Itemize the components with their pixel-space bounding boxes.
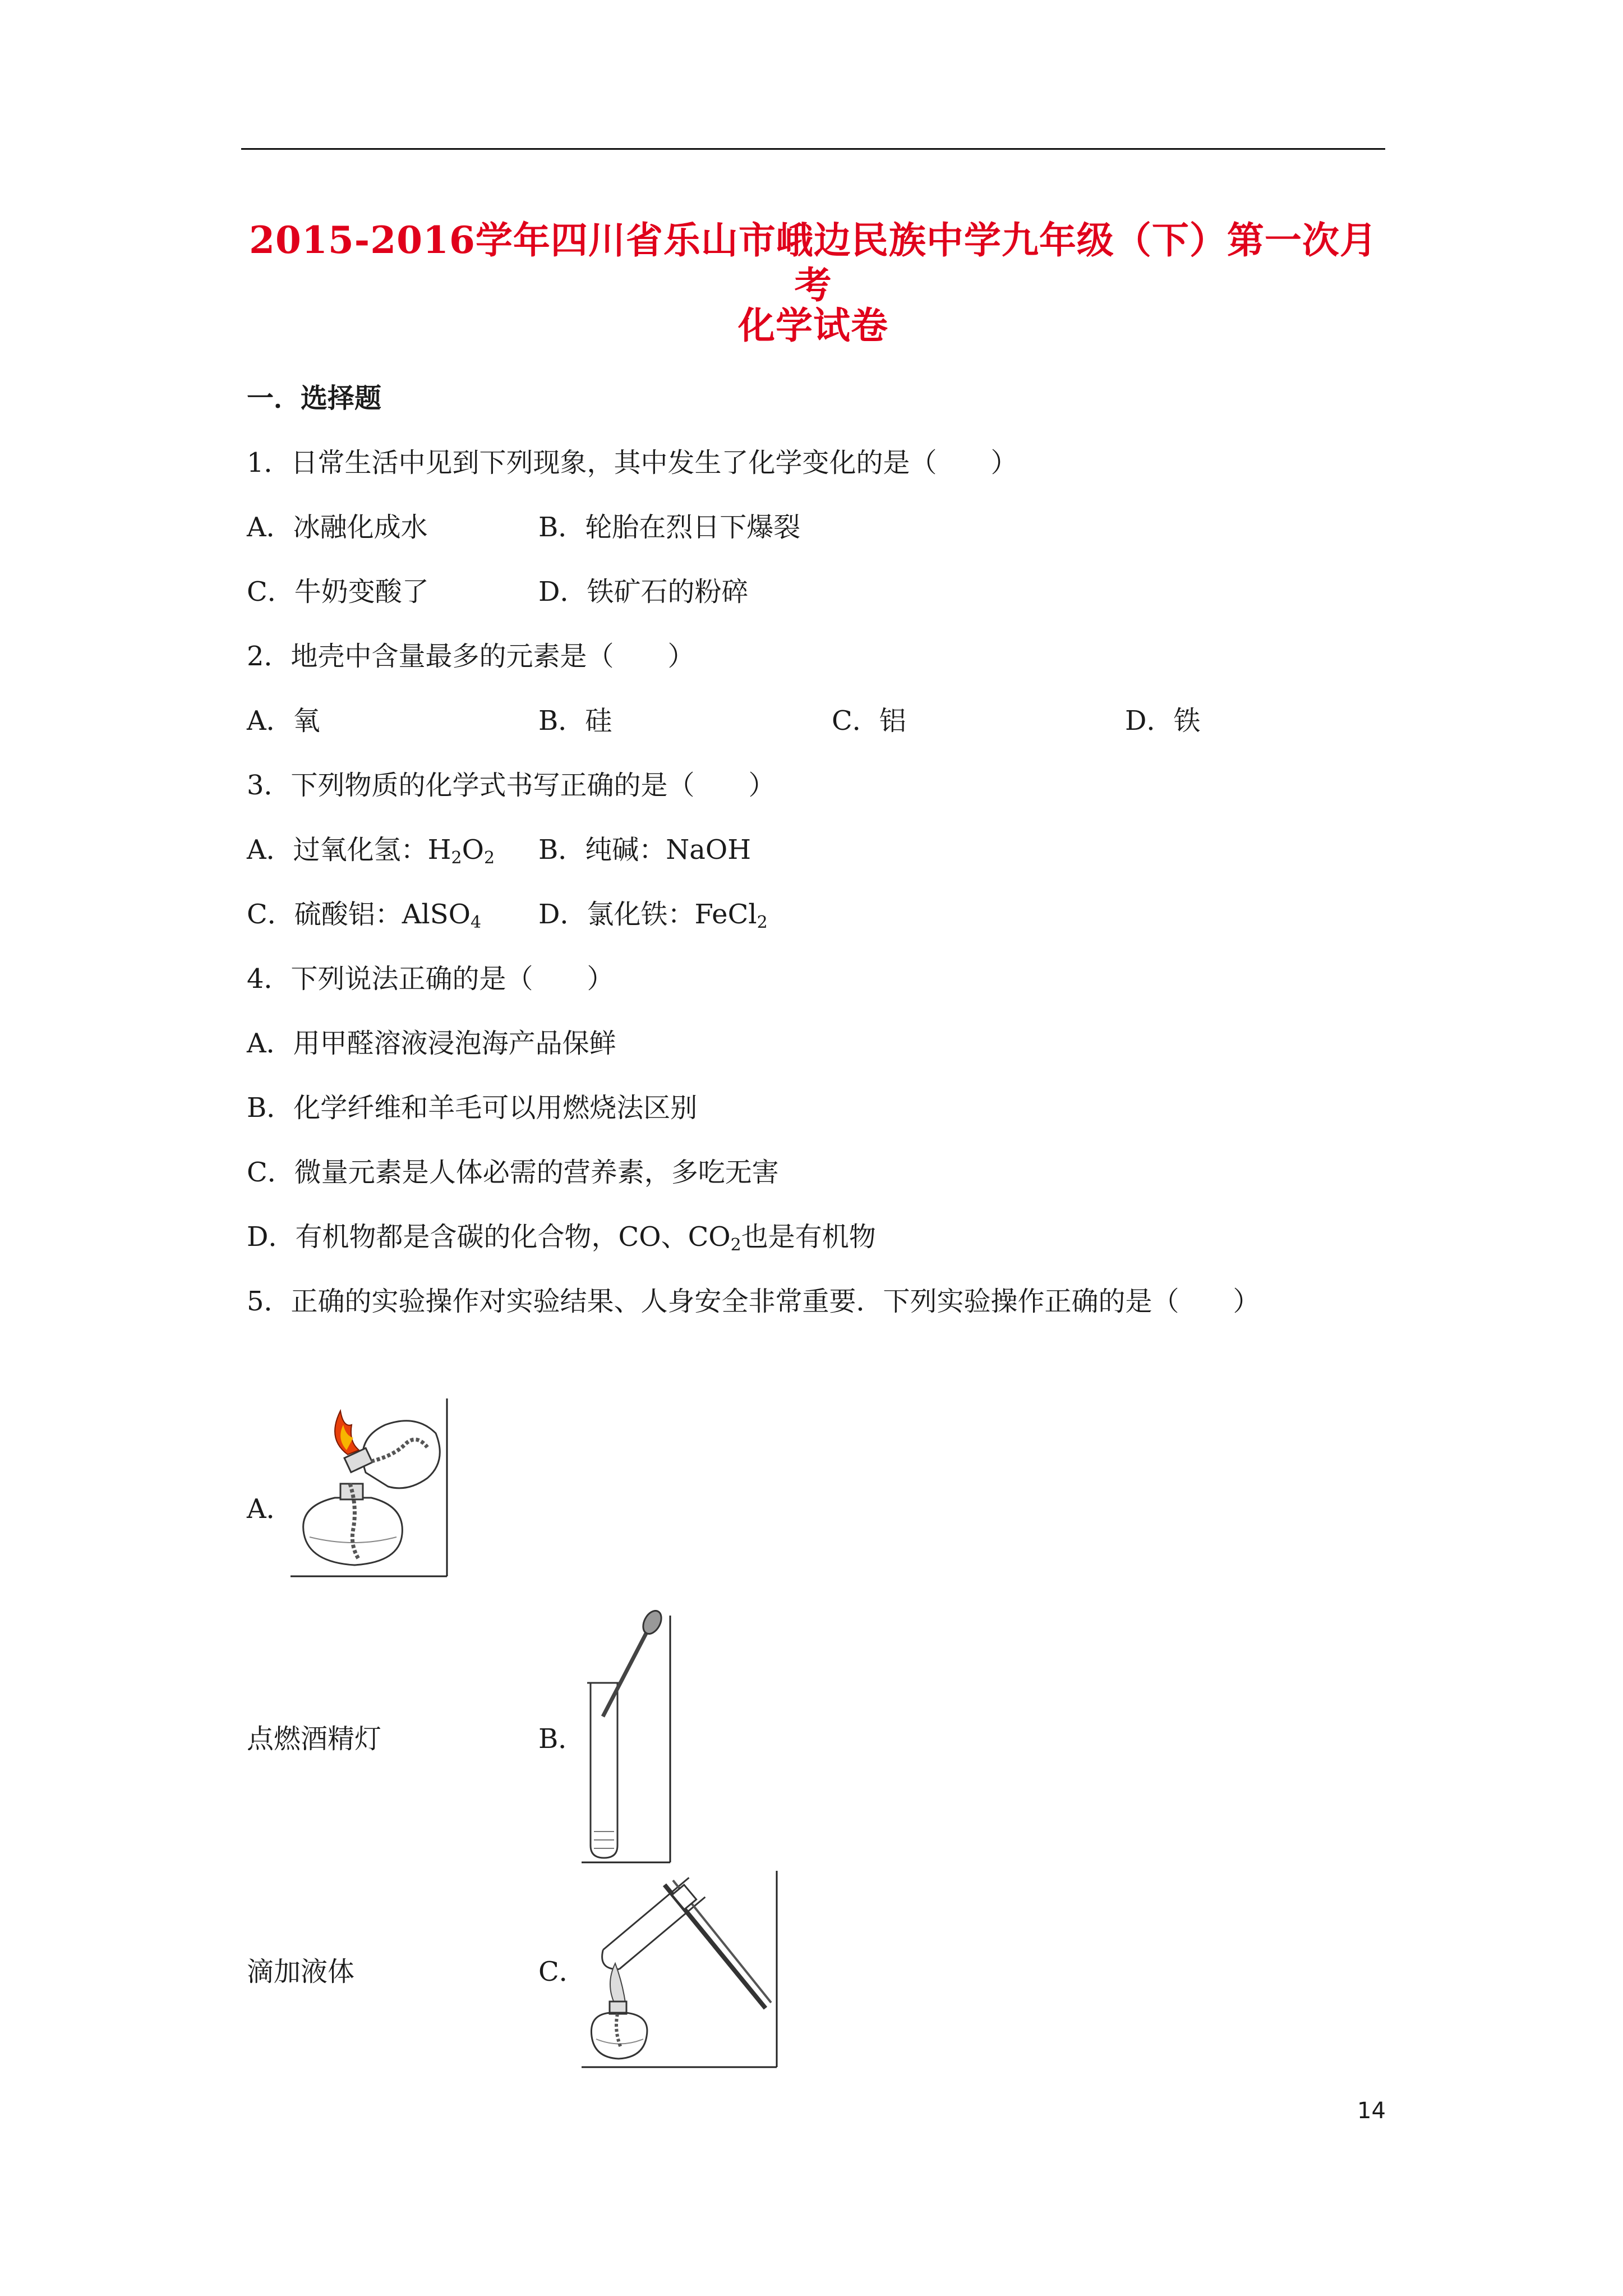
q4-option-a: A．用甲醛溶液浸泡海产品保鲜 xyxy=(247,1028,616,1059)
heating-test-tube-figure xyxy=(580,1868,782,2070)
q2-option-c: C．铝 xyxy=(832,705,906,737)
q3-c-label: C．硫酸铝：AlSO xyxy=(247,899,471,930)
q1-stem: 1．日常生活中见到下列现象，其中发生了化学变化的是（ ） xyxy=(247,447,1018,478)
q1-option-a: A．冰融化成水 xyxy=(247,512,428,543)
alcohol-lamp-lighting-figure xyxy=(287,1394,450,1579)
q3-option-b: B．纯碱：NaOH xyxy=(538,834,751,866)
q3-a-label: A．过氧化氢：H xyxy=(247,834,451,866)
q4-stem: 4．下列说法正确的是（ ） xyxy=(247,963,614,995)
q4-d-post: 也是有机物 xyxy=(741,1221,876,1253)
q5-stem: 5．正确的实验操作对实验结果、人身安全非常重要．下列实验操作正确的是（ ） xyxy=(247,1286,1260,1317)
exam-title-line2: 化学试卷 xyxy=(738,303,888,347)
q2-option-a: A．氧 xyxy=(247,705,320,737)
section-heading: 一．选择题 xyxy=(247,383,382,414)
q5-option-b-label: B． xyxy=(538,1723,585,1755)
q4-d-pre: D．有机物都是含碳的化合物，CO、CO xyxy=(247,1221,731,1253)
header-rule xyxy=(241,148,1385,150)
q3-option-d xyxy=(538,898,768,931)
dropper-test-tube-figure xyxy=(580,1610,676,1865)
q1-option-c: C．牛奶变酸了 xyxy=(247,576,429,608)
q2-option-d: D．铁 xyxy=(1125,705,1201,737)
q5-option-a-label: A． xyxy=(247,1493,293,1525)
q4-option-b: B．化学纤维和羊毛可以用燃烧法区别 xyxy=(247,1092,698,1124)
q5-option-c-label: C． xyxy=(538,1956,586,1987)
q5-option-b-caption: 滴加液体 xyxy=(247,1956,355,1987)
q2-option-b: B．硅 xyxy=(538,705,612,737)
q1-option-d: D．铁矿石的粉碎 xyxy=(538,576,749,608)
q5-option-a-caption: 点燃酒精灯 xyxy=(247,1723,382,1755)
q3-option-a xyxy=(247,833,495,867)
q2-stem: 2．地壳中含量最多的元素是（ ） xyxy=(247,641,695,672)
q3-d-label: D．氯化铁：FeCl xyxy=(538,899,757,930)
exam-title-line1: 2015-2016学年四川省乐山市峨边民族中学九年级（下）第一次月考 xyxy=(249,218,1377,307)
q1-option-b: B．轮胎在烈日下爆裂 xyxy=(538,512,801,543)
q4-d-sub: 2 xyxy=(730,1235,741,1255)
q3-a-mid: O xyxy=(462,834,484,866)
q3-option-c xyxy=(247,898,481,931)
q3-d-sub1: 2 xyxy=(757,913,768,932)
q3-c-sub1: 4 xyxy=(470,913,482,932)
q4-option-d xyxy=(247,1220,876,1254)
page-number: 14 xyxy=(1357,2098,1386,2124)
q3-stem: 3．下列物质的化学式书写正确的是（ ） xyxy=(247,770,776,801)
q3-a-sub2: 2 xyxy=(483,848,495,868)
q3-a-sub1: 2 xyxy=(451,848,462,868)
q4-option-c: C．微量元素是人体必需的营养素，多吃无害 xyxy=(247,1157,779,1188)
